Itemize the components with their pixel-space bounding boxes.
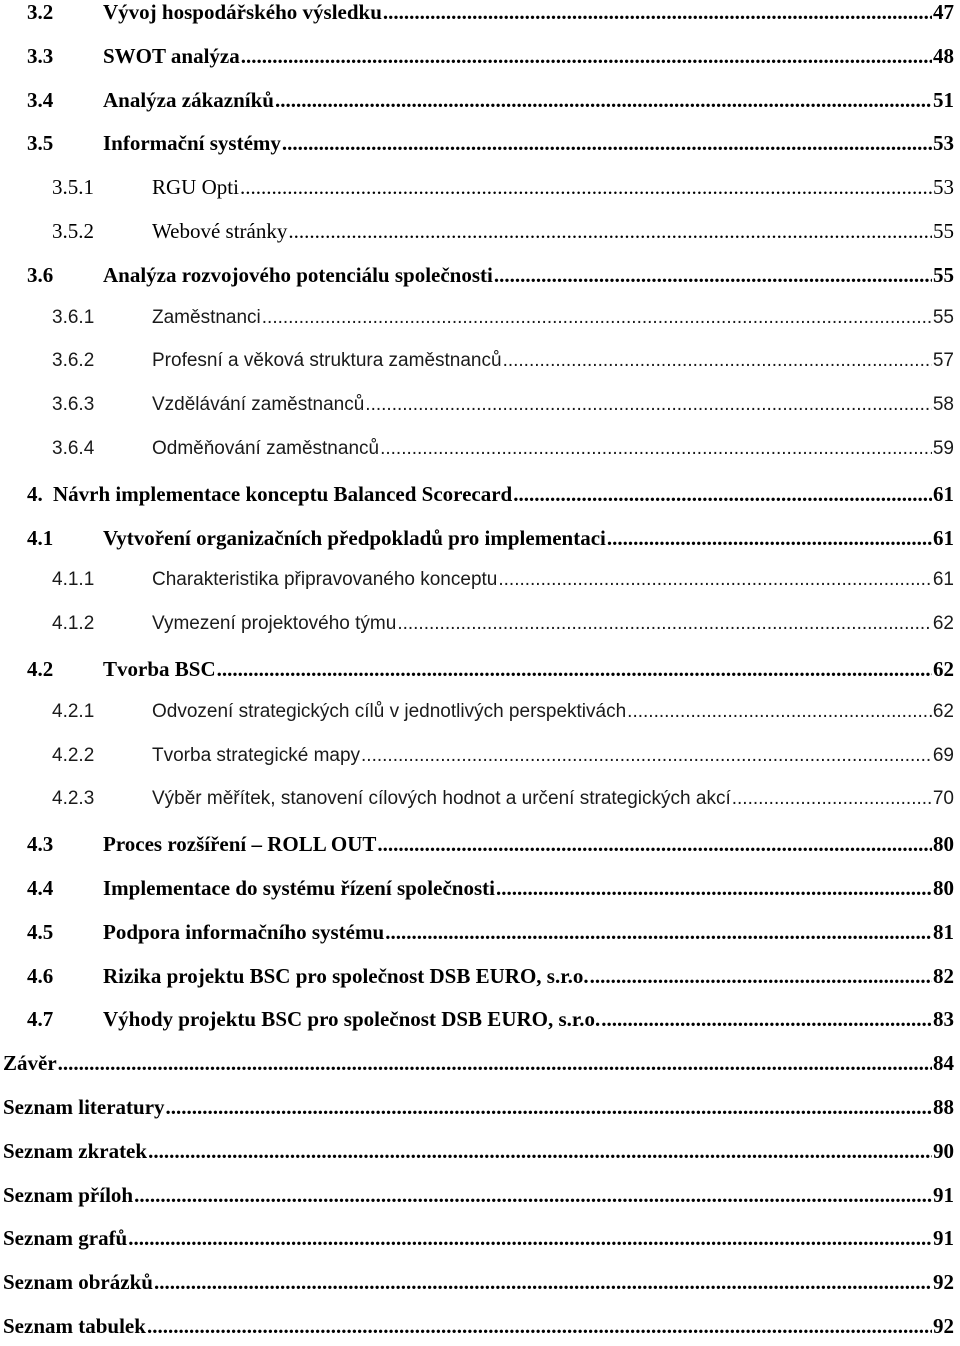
toc-entry-number: 4.3 bbox=[27, 832, 54, 857]
toc-leader-dots bbox=[282, 131, 932, 156]
toc-entry-number: 3.5.1 bbox=[52, 175, 94, 200]
toc-leader-dots bbox=[380, 438, 932, 460]
toc-entry-number: 3.5 bbox=[27, 131, 54, 156]
toc-entry-title: Výběr měřítek, stanovení cílových hodnot a určení strategických akcí bbox=[152, 788, 731, 810]
toc-entry[interactable] bbox=[0, 788, 960, 820]
toc-leader-dots bbox=[383, 0, 932, 25]
toc-entry-number: 3.6.4 bbox=[52, 438, 95, 459]
toc-entry-title: Vymezení projektového týmu bbox=[152, 613, 397, 635]
toc-entry-title: Vývoj hospodářského výsledku bbox=[103, 0, 382, 24]
toc-entry-title: Návrh implementace konceptu Balanced Scorecard bbox=[53, 481, 513, 506]
toc-entry-number: 3.4 bbox=[27, 87, 54, 112]
toc-entry-page: 62 bbox=[933, 657, 954, 681]
toc-entry-number: 4.2 bbox=[27, 657, 54, 681]
toc-leader-dots bbox=[732, 788, 932, 810]
toc-leader-dots bbox=[134, 1183, 932, 1208]
toc-leader-dots bbox=[590, 964, 932, 989]
toc-entry[interactable] bbox=[0, 1051, 960, 1083]
toc-entry-title: Rizika projektu BSC pro společnost DSB EURO, s.r.o. bbox=[103, 963, 589, 988]
toc-entry-page: 47 bbox=[933, 0, 954, 24]
toc-entry[interactable] bbox=[0, 569, 960, 601]
toc-entry-page: 92 bbox=[933, 1270, 954, 1295]
toc-entry-title: Tvorba strategické mapy bbox=[152, 744, 361, 766]
toc-leader-dots bbox=[58, 1051, 932, 1076]
toc-entry-number: 4.1 bbox=[27, 525, 54, 550]
toc-leader-dots bbox=[607, 526, 932, 551]
toc-entry-number: 4.1.2 bbox=[52, 613, 95, 635]
toc-entry-number: 4.5 bbox=[27, 919, 54, 944]
toc-entry-number: 3.6 bbox=[27, 262, 54, 287]
toc-leader-dots bbox=[365, 394, 932, 416]
toc-entry-number: 3.2 bbox=[27, 0, 54, 24]
toc-entry-number: 3.6.2 bbox=[52, 350, 95, 372]
toc-entry-title: Odvození strategických cílů v jednotlivých perspektivách bbox=[152, 700, 627, 722]
toc-entry-title: SWOT analýza bbox=[103, 43, 240, 68]
toc-entry[interactable] bbox=[0, 1183, 960, 1215]
toc-entry-page: 58 bbox=[932, 394, 954, 416]
toc-entry[interactable] bbox=[0, 44, 960, 76]
toc-entry-number: 3.5.2 bbox=[52, 219, 94, 243]
toc-leader-dots bbox=[154, 1270, 932, 1295]
toc-entry[interactable] bbox=[0, 350, 960, 382]
toc-entry-number: 4.4 bbox=[27, 876, 54, 900]
toc-entry-title: Zaměstnanci bbox=[152, 306, 261, 328]
toc-leader-dots bbox=[627, 701, 932, 723]
toc-entry-page: 48 bbox=[933, 43, 954, 68]
toc-entry-page: 84 bbox=[933, 1051, 954, 1076]
toc-entry-title: Seznam obrázků bbox=[3, 1270, 153, 1295]
toc-entry-title: Analýza zákazníků bbox=[103, 87, 274, 112]
toc-entry[interactable] bbox=[0, 613, 960, 645]
toc-entry-page: 81 bbox=[933, 919, 954, 944]
toc-entry[interactable] bbox=[0, 1007, 960, 1039]
toc-entry-number: 3.6.3 bbox=[52, 394, 95, 416]
toc-entry-title: Webové stránky bbox=[152, 219, 288, 243]
toc-leader-dots bbox=[397, 613, 932, 635]
toc-entry-title: Seznam příloh bbox=[3, 1182, 134, 1207]
toc-entry-title: Seznam grafů bbox=[3, 1226, 128, 1251]
toc-entry[interactable] bbox=[0, 307, 960, 339]
toc-entry-number: 4.7 bbox=[27, 1007, 54, 1032]
toc-entry-title: Charakteristika připravovaného konceptu bbox=[152, 569, 498, 591]
toc-entry[interactable] bbox=[0, 657, 960, 689]
toc-entry[interactable] bbox=[0, 1226, 960, 1258]
toc-entry-page: 80 bbox=[933, 876, 954, 900]
toc-entry-title: Proces rozšíření – ROLL OUT bbox=[103, 832, 377, 857]
toc-entry-page: 51 bbox=[933, 87, 954, 112]
toc-entry[interactable] bbox=[0, 438, 960, 470]
toc-leader-dots bbox=[240, 175, 932, 200]
toc-leader-dots bbox=[128, 1226, 932, 1251]
toc-leader-dots bbox=[601, 1007, 932, 1032]
toc-entry[interactable] bbox=[0, 1139, 960, 1171]
toc-entry-number: 4.2.1 bbox=[52, 700, 95, 722]
toc-entry-title: Seznam zkratek bbox=[3, 1138, 148, 1163]
toc-entry-page: 62 bbox=[932, 613, 954, 635]
toc-leader-dots bbox=[262, 307, 932, 329]
toc-entry-title: Tvorba BSC bbox=[103, 657, 216, 681]
toc-leader-dots bbox=[494, 263, 932, 288]
toc-entry-page: 92 bbox=[933, 1314, 954, 1338]
toc-entry-page: 91 bbox=[933, 1226, 954, 1251]
toc-entry[interactable] bbox=[0, 131, 960, 163]
toc-entry-title: Informační systémy bbox=[103, 131, 281, 156]
toc-leader-dots bbox=[275, 88, 932, 113]
toc-entry-title: Implementace do systému řízení společnosti bbox=[103, 876, 495, 900]
toc-leader-dots bbox=[498, 569, 932, 591]
toc-leader-dots bbox=[217, 657, 932, 682]
toc-entry-page: 91 bbox=[933, 1182, 954, 1207]
toc-entry-page: 61 bbox=[933, 525, 954, 550]
toc-entry[interactable] bbox=[0, 701, 960, 733]
toc-entry-page: 82 bbox=[933, 963, 954, 988]
toc-leader-dots bbox=[503, 350, 932, 372]
toc-leader-dots bbox=[148, 1139, 932, 1164]
toc-leader-dots bbox=[385, 920, 932, 945]
toc-entry-page: 55 bbox=[932, 306, 954, 328]
toc-entry-page: 61 bbox=[932, 569, 954, 591]
toc-entry-page: 83 bbox=[933, 1007, 954, 1032]
toc-entry-page: 69 bbox=[932, 744, 954, 766]
toc-entry-number: 4.2.3 bbox=[52, 788, 95, 810]
toc-leader-dots bbox=[241, 44, 932, 69]
toc-entry-title: Seznam tabulek bbox=[3, 1314, 146, 1338]
toc-entry[interactable] bbox=[0, 394, 960, 426]
toc-leader-dots bbox=[377, 832, 932, 857]
toc-entry[interactable] bbox=[0, 832, 960, 864]
toc-entry[interactable] bbox=[0, 175, 960, 207]
toc-leader-dots bbox=[361, 745, 932, 767]
toc-entry-page: 80 bbox=[933, 832, 954, 857]
toc-entry-title: Podpora informačního systému bbox=[103, 919, 385, 944]
toc-leader-dots bbox=[496, 876, 932, 901]
toc-leader-dots bbox=[166, 1095, 932, 1120]
toc-entry-title: Analýza rozvojového potenciálu společnosti bbox=[103, 262, 493, 287]
toc-entry[interactable] bbox=[0, 1270, 960, 1302]
toc-leader-dots bbox=[147, 1314, 932, 1339]
toc-entry-page: 70 bbox=[932, 788, 954, 810]
toc-entry-title: Závěr bbox=[3, 1051, 57, 1076]
toc-entry[interactable] bbox=[0, 1314, 960, 1346]
toc-entry-page: 62 bbox=[932, 700, 954, 722]
toc-entry-number: 3.6.1 bbox=[52, 306, 95, 328]
toc-entry-title: Vzdělávání zaměstnanců bbox=[152, 394, 365, 416]
toc-entry-title: RGU Opti bbox=[152, 175, 239, 200]
toc-entry[interactable] bbox=[0, 745, 960, 777]
toc-entry[interactable] bbox=[0, 88, 960, 120]
toc-entry-number: 3.3 bbox=[27, 43, 54, 68]
toc-entry-page: 53 bbox=[933, 175, 954, 200]
toc-leader-dots bbox=[288, 219, 932, 244]
toc-entry-number: 4.6 bbox=[27, 963, 54, 988]
toc-entry-page: 57 bbox=[932, 350, 954, 372]
toc-entry[interactable] bbox=[0, 920, 960, 952]
toc-entry[interactable] bbox=[0, 1095, 960, 1127]
toc-entry[interactable] bbox=[0, 263, 960, 295]
toc-entry-title: Odměňování zaměstnanců bbox=[152, 438, 380, 459]
toc-entry-title: Výhody projektu BSC pro společnost DSB EURO, s.r.o. bbox=[103, 1007, 601, 1032]
toc-entry-title: Vytvoření organizačních předpokladů pro implementaci bbox=[103, 525, 606, 550]
toc-entry[interactable] bbox=[0, 482, 960, 514]
toc-entry-title: Seznam literatury bbox=[3, 1095, 165, 1119]
toc-entry[interactable] bbox=[0, 0, 960, 32]
toc-entry-number: 4.1.1 bbox=[52, 569, 95, 591]
toc-entry[interactable] bbox=[0, 526, 960, 558]
toc-entry-page: 59 bbox=[932, 438, 954, 459]
toc-entry-page: 55 bbox=[933, 262, 954, 287]
toc-entry-page: 90 bbox=[933, 1138, 954, 1163]
toc-entry-page: 55 bbox=[933, 219, 954, 243]
toc-entry[interactable] bbox=[0, 219, 960, 251]
toc-entry-page: 61 bbox=[933, 481, 954, 506]
toc-entry-number: 4.2.2 bbox=[52, 744, 95, 766]
toc-entry[interactable] bbox=[0, 964, 960, 996]
toc-entry[interactable] bbox=[0, 876, 960, 908]
toc-entry-page: 53 bbox=[933, 131, 954, 156]
toc-entry-number: 4. bbox=[27, 481, 43, 506]
toc-leader-dots bbox=[513, 482, 932, 507]
toc-entry-page: 88 bbox=[933, 1095, 954, 1119]
toc-entry-title: Profesní a věková struktura zaměstnanců bbox=[152, 350, 502, 372]
